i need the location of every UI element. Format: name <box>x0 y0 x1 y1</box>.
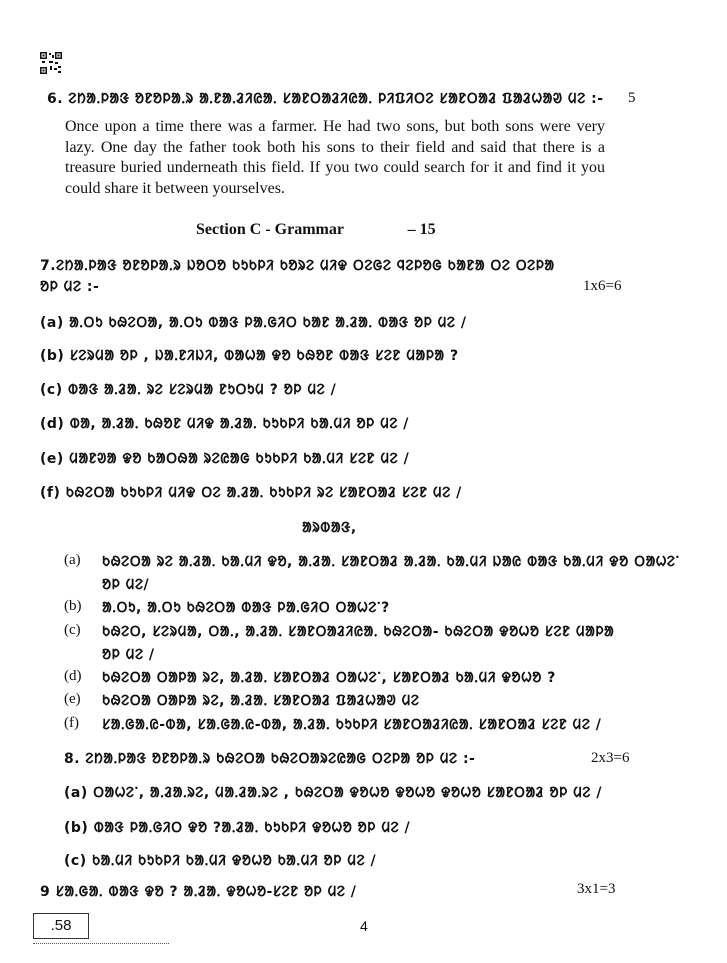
or-item-e-label: (e) <box>64 691 81 707</box>
section-heading <box>196 221 436 239</box>
passage-text: Once upon a time there was a farmer. He had two sons, but both sons were very lazy. One day the father took both his sons to their field and said that there is a treasure buried underneath this field. If you two could search for it and find it you could share it between yourselves. <box>65 118 605 197</box>
or-item-c-line2: ᱚᱞ ᱢᱮ / <box>102 647 155 663</box>
q7-item-b: (b) ᱥᱮᱨᱢᱟ ᱚᱞ , ᱡᱟᱹᱱᱤᱡᱤ, ᱵᱟᱦᱟ ᱫᱚ ᱠᱷᱚᱱ ᱵᱟᱝ ᱥᱮᱱ ᱢᱟᱞᱟ ? <box>40 348 459 364</box>
or-item-a-line2: ᱚᱞ ᱢᱮ/ <box>102 577 150 593</box>
question-7-label: 7.ᱮᱴᱟᱹᱞᱟᱝ ᱚᱱᱚᱞᱟᱹᱨ ᱡᱚᱛᱚ ᱠᱩᱠᱞᱤ ᱠᱚᱨᱮ ᱢᱤᱫ ᱛᱮᱜᱮ ᱧᱮᱞᱚᱜ ᱠᱟᱱᱟ ᱛᱮ ᱛᱮᱞᱟ <box>40 258 555 274</box>
or-item-d-line1: ᱠᱷᱮᱛᱟ ᱛᱟᱞᱟ ᱨᱮ, ᱟᱹᱲᱟᱹ ᱥᱟᱱᱛᱟᱲ ᱛᱟᱦᱮᱸ, ᱥᱟᱱᱛᱟᱲ ᱠᱟᱹᱢᱤ ᱫᱚᱦᱚ ? <box>102 670 556 686</box>
q7-item-e: (e) ᱢᱟᱱᱣᱟ ᱫᱚ ᱠᱟᱛᱷᱟ ᱨᱮᱭᱟᱜ ᱠᱩᱠᱞᱤ ᱠᱟᱹᱢᱤ ᱥᱮᱱ ᱢᱮ / <box>40 451 410 467</box>
q7-item-f: (f) ᱠᱷᱮᱛᱟ ᱠᱩᱠᱞᱤ ᱢᱤᱫ ᱛᱮ ᱟᱹᱲᱟᱹ ᱠᱩᱠᱞᱤ ᱨᱮ ᱥᱟᱱᱛᱟᱲ ᱥᱮᱱ ᱢᱮ / <box>40 485 462 501</box>
or-item-b-label: (b) <box>64 598 82 614</box>
question-8-label: 8. ᱮᱴᱟᱹᱞᱟᱝ ᱚᱱᱚᱞᱟᱹᱨ ᱠᱷᱮᱛᱟ ᱠᱷᱮᱛᱟᱨᱮᱭᱟᱜ ᱛᱮᱞᱟ ᱚᱞ ᱢᱮ :- <box>64 751 476 767</box>
q7-item-d: (d) ᱵᱟ, ᱟᱹᱲᱟᱹ ᱠᱷᱚᱱ ᱢᱤᱫ ᱟᱹᱲᱟᱹ ᱠᱩᱠᱞᱤ ᱠᱟᱹᱢᱤ ᱚᱞ ᱢᱮ / <box>40 416 409 432</box>
page-number: 4 <box>360 918 368 934</box>
paper-code-box: .58 <box>33 913 89 939</box>
or-item-b-line1: ᱟᱹᱛᱩ, ᱟᱹᱛᱩ ᱠᱷᱮᱛᱟ ᱵᱟᱝ ᱞᱟᱹᱜᱤᱛ ᱛᱟᱦᱮᱸ? <box>102 600 390 616</box>
question-7-label-cont: ᱚᱞ ᱢᱮ :- <box>40 279 100 295</box>
q7-item-c: (c) ᱵᱟᱝ ᱟᱹᱲᱟᱹ ᱨᱮ ᱥᱮᱨᱢᱟ ᱱᱩᱛᱩᱢ ? ᱚᱞ ᱢᱮ / <box>40 382 337 398</box>
section-marks: – 15 <box>407 221 436 238</box>
question-9-label: 9 ᱥᱟᱹᱜᱟᱹ ᱵᱟᱝ ᱫᱚ ? ᱟᱹᱲᱟᱹ ᱫᱚᱦᱚ-ᱥᱮᱱ ᱚᱞ ᱢᱮ / <box>40 884 357 900</box>
q7-item-a: (a) ᱟᱹᱛᱩ ᱠᱷᱮᱛᱟ, ᱟᱹᱛᱩ ᱵᱟᱝ ᱞᱟᱹᱜᱤᱛ ᱠᱟᱱ ᱟᱹᱲᱟᱹ ᱵᱟᱝ ᱚᱞ ᱢᱮ / <box>40 315 467 331</box>
or-item-a-line1: ᱠᱷᱮᱛᱟ ᱨᱮ ᱟᱹᱲᱟᱹ ᱠᱟᱹᱢᱤ ᱫᱚ, ᱟᱹᱲᱟᱹ ᱥᱟᱱᱛᱟᱲ ᱟᱹᱲᱟᱹ ᱠᱟᱹᱢᱤ ᱡᱟᱭ ᱵᱟᱝ ᱠᱟᱹᱢᱤ ᱫᱚ ᱛᱟᱦᱮᱸ <box>102 554 680 570</box>
or-item-c-line1: ᱠᱷᱮᱛ, ᱥᱮᱨᱢᱟ, ᱛᱟᱹ, ᱟᱹᱲᱟᱹ ᱥᱟᱱᱛᱟᱲᱤᱭᱟᱹ ᱠᱷᱮᱛᱟ- ᱠᱷᱮᱛᱟ ᱫᱚᱦᱚ ᱥᱮᱱ ᱢᱟᱞᱟ <box>102 624 615 640</box>
q8-item-b: (b) ᱵᱟᱝ ᱞᱟᱹᱜᱤᱛ ᱫᱚ ?ᱟᱹᱲᱟᱹ ᱠᱩᱠᱞᱤ ᱫᱚᱦᱚ ᱚᱞ ᱢᱮ / <box>64 820 411 836</box>
question-7-marks: 1x6=6 <box>583 278 622 294</box>
question-6-marks: 5 <box>628 90 636 106</box>
q8-item-c: (c) ᱠᱟᱹᱢᱤ ᱠᱩᱠᱞᱤ ᱠᱟᱹᱢᱤ ᱫᱚᱦᱚ ᱠᱟᱹᱢᱤ ᱚᱞ ᱢᱮ / <box>64 853 377 869</box>
q8-item-a: (a) ᱛᱟᱦᱮᱸ, ᱟᱹᱲᱟᱹᱨᱮ, ᱢᱟᱹᱲᱟᱹᱨᱮ , ᱠᱷᱮᱛᱟ ᱫᱚᱦᱚ ᱫᱚᱦᱚ ᱫᱚᱦᱚ ᱥᱟᱱᱛᱟᱲ ᱚᱞ ᱢᱮ / <box>64 785 602 801</box>
question-6-label: 6. ᱮᱴᱟᱹᱞᱟᱝ ᱚᱱᱚᱞᱟᱹᱨ ᱟᱹᱱᱟᱹᱲᱤᱭᱟᱹ ᱥᱟᱱᱛᱟᱲᱤᱭᱟᱹ ᱞᱤᱯᱤᱛᱮ ᱥᱟᱱᱛᱟᱲ ᱯᱟᱲᱦᱟᱣ ᱢᱮ :- <box>47 91 604 107</box>
or-item-e-line1: ᱠᱷᱮᱛᱟ ᱛᱟᱞᱟ ᱨᱮ, ᱟᱹᱲᱟᱹ ᱥᱟᱱᱛᱟᱲ ᱯᱟᱲᱦᱟᱣ ᱢᱮ <box>102 693 420 709</box>
question-8-marks: 2x3=6 <box>591 750 630 766</box>
or-item-d-label: (d) <box>64 668 82 684</box>
section-title: Section C - Grammar <box>196 221 344 238</box>
or-item-a-label: (a) <box>64 552 81 568</box>
or-item-c-label: (c) <box>64 622 81 638</box>
dotted-divider <box>33 943 169 944</box>
qr-code-icon <box>40 52 62 74</box>
or-heading: ᱟᱨᱵᱟᱝ, <box>302 520 357 536</box>
question-9-marks: 3x1=3 <box>577 881 616 897</box>
or-item-f-label: (f) <box>64 715 79 731</box>
or-item-f-line1: ᱥᱟᱹᱜᱟᱹᱭ-ᱵᱟ, ᱥᱟᱹᱜᱟᱹᱭ-ᱵᱟ, ᱟᱹᱲᱟᱹ ᱠᱩᱠᱞᱤ ᱥᱟᱱᱛᱟᱲᱤᱭᱟᱹ ᱥᱟᱱᱛᱟᱲ ᱥᱮᱱ ᱢᱮ / <box>102 717 602 733</box>
